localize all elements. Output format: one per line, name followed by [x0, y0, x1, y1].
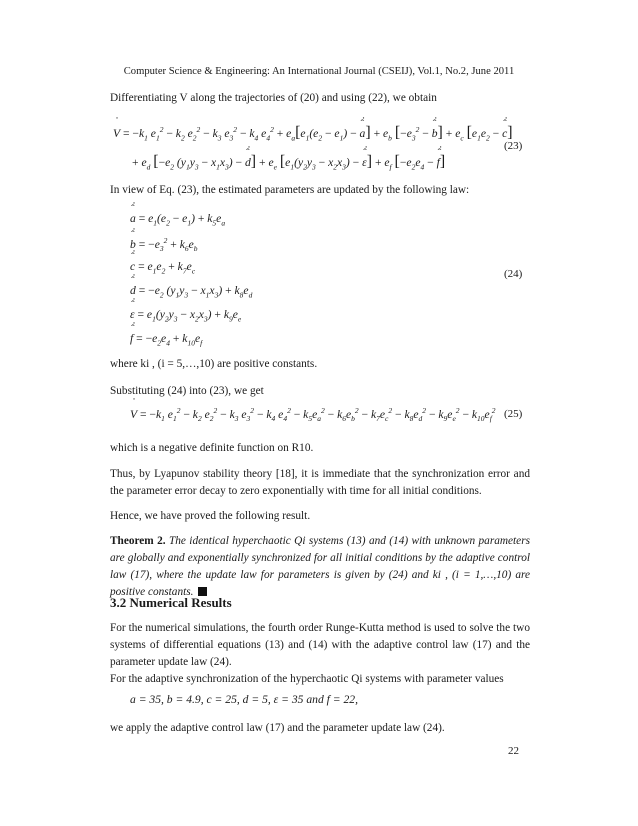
paragraph-hence: Hence, we have proved the following result. [110, 510, 311, 522]
paragraph-negative-definite: which is a negative definite function on R10. [110, 442, 314, 454]
running-head: Computer Science & Engineering: An International Journal (CSEIJ), Vol.1, No.2, June 2011 [123, 66, 515, 77]
paragraph-parameter-values: For the adaptive synchronization of the hyperchaotic Qi systems with parameter values [110, 673, 504, 685]
section-title: 3.2 Numerical Results [110, 595, 232, 610]
theorem-label: Theorem 2. [110, 535, 166, 547]
paragraph-numerical-simulations: For the numerical simulations, the fourth order Runge-Kutta method is used to solve the two systems of differential equations (13) and (14) with the adaptive control law (17) and the parameter update law (24). [110, 622, 530, 668]
page-number: 22 [508, 745, 519, 757]
theorem-2 [110, 533, 530, 601]
equation-24-number: (24) [504, 268, 523, 280]
equation-23-line-1: V ˙ = $-k_1$ $e_1^2 - k_2$ $e_2^2 - k_3$ $e_3^2 - k_4$ $e_4^2 + e_a[e_1(e_2 - e_1)$ − ˆ a ˙] + $e_b$ [$-e_3^2$ − ˆ b ˙] + $e_c$ [$e_1e_2$ − ˆ c ˙] [113, 124, 513, 142]
equation-24-line-d: ˆ d ˙ = $-e_2$ $(y_1y_3 - x_1x_3) + k_8e_d$ [130, 284, 252, 299]
paragraph-lyapunov: Thus, by Lyapunov stability theory [18], it is immediate that the synchronization error and the parameter error decay to zero exponentially with time for all initial conditions. [110, 468, 530, 497]
equation-24-line-a: ˆ a ˙ = $e_1(e_2 - e_1) + k_5e_a$ [130, 212, 225, 227]
paragraph-apply: we apply the adaptive control law (17) and the parameter update law (24). [110, 722, 445, 734]
parameter-values: a = 35, b = 4.9, c = 25, d = 5, ε = 35 and f = 22, [130, 693, 358, 706]
equation-24-line-e: ˆ ε ˙ = $e_1(y_2y_3 - x_2x_3) + k_9e_e$ [130, 308, 241, 323]
equation-23-line-2: + $e_d$ [$-e_2$ $(y_1y_3 - x_1x_3)$ − ˆ d ˙] + $e_e$ [$e_1(y_2y_3 - x_2x_3)$ − ˆ ε ˙] + $e_f$ [$-e_2e_4$ − ˆ f ˙] [132, 153, 445, 171]
equation-24-line-c: ˆ c ˙ = $e_1e_2 + k_7e_c$ [130, 260, 195, 275]
paragraph-substituting: Substituting (24) into (23), we get [110, 385, 264, 397]
equation-25: V ˙ = $-k_1$ $e_1^2 - k_2$ $e_2^2 - k_3$ $e_3^2 - k_4$ $e_4^2 - k_5e_a^2 - k_6e_b^2 - k_7e_c^2 - k_8e_d^2 - k_9e_e^2 - k_{10}e_f^2$ [130, 406, 496, 423]
equation-24-line-f: ˆ f ˙ = $-e_2e_4 + k_{10}e_f$ [130, 332, 202, 347]
paragraph-in-view: In view of Eq. (23), the estimated parameters are updated by the following law: [110, 184, 470, 196]
equation-23-number: (23) [504, 140, 523, 152]
equation-25-number: (25) [504, 408, 523, 420]
theorem-text: The identical hyperchaotic Qi systems (13) and (14) with unknown parameters are globally and exponentially synchronized for all initial conditions by the adaptive control law (17), where the update law for parameters is given by (24) and ki , (i = 1,…,10) are positive constants. [110, 535, 530, 598]
paragraph-differentiating: Differentiating V along the trajectories of (20) and using (22), we obtain [110, 92, 437, 104]
equation-24-line-b: ˆ b ˙ = $-e_3^2 + k_6e_b$ [130, 236, 198, 253]
paragraph-where: where ki , (i = 5,…,10) are positive constants. [110, 358, 318, 370]
